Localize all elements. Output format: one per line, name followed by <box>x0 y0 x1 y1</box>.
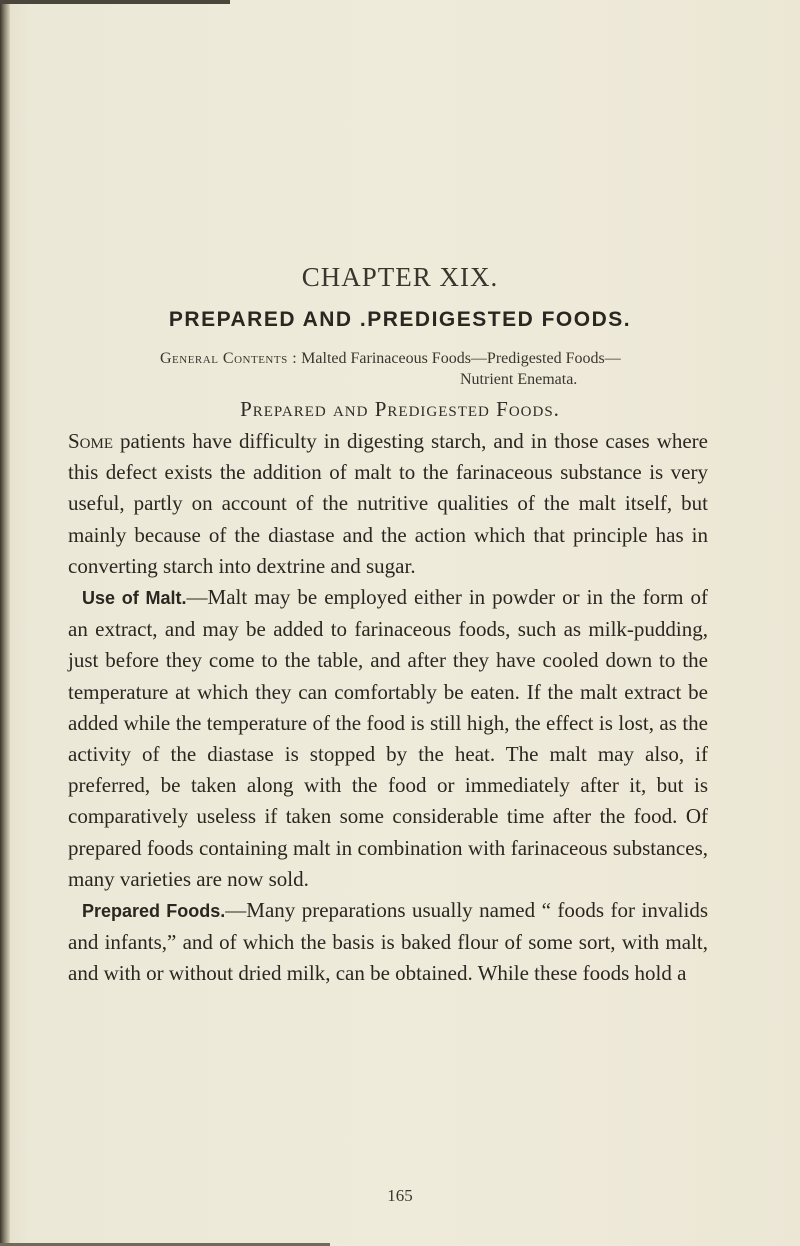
paragraph-3 <box>68 895 708 990</box>
subheading: Prepared and Predigested Foods. <box>240 397 560 421</box>
paragraph-2-heading: Use of Malt. <box>82 588 187 609</box>
general-contents <box>160 348 780 390</box>
page-binding-edge <box>0 0 10 1246</box>
body-text <box>68 426 708 990</box>
paragraph-1-text: patients have difficulty in digesting starch, and in those cases where this defect exists the addition of malt to the farinaceous substance is very useful, partly on account of the nutritive qualities of the malt itself, but mainly because of the diastase and the action which that principle has in converting starch into dextrine and sugar. <box>68 429 708 578</box>
paragraph-lead-word: Some <box>68 429 114 453</box>
section-title: PREPARED AND .PREDIGESTED FOODS. <box>168 308 632 331</box>
contents-label: General Contents : <box>160 350 298 367</box>
page-number: 165 <box>387 1186 413 1205</box>
chapter-heading: CHAPTER XIX. <box>301 262 499 292</box>
paragraph-3-text: —Many preparations usually named “ foods for invalids and infants,” and of which the basis is baked flour of some sort, with malt, and with or without dried milk, can be obtained. While these foods hold a <box>68 898 709 986</box>
paragraph-3-heading: Prepared Foods. <box>82 901 226 922</box>
page-top-edge <box>0 0 230 4</box>
paragraph-2 <box>68 582 708 895</box>
contents-line <box>160 348 780 369</box>
contents-items: Malted Farinaceous Foods—Predigested Foods— <box>301 350 621 367</box>
contents-items-continued: Nutrient Enemata. <box>460 371 578 388</box>
paragraph-2-text: —Malt may be employed either in powder or in the form of an extract, and may be added to farinaceous foods, such as milk-pudding, just before they come to the table, and after they have cooled down to the temperature at which they can comfortably be eaten. If the malt extract be added while the temperature of the food is still high, the effect is lost, as the activity of the diastase is stopped by the heat. The malt may also, if preferred, be taken along with the food or immediately after it, but is comparatively useless if taken some considerable time after the food. Of prepared foods containing malt in combination with farinaceous substances, many varieties are now sold. <box>68 585 708 891</box>
paragraph-1 <box>68 426 708 582</box>
